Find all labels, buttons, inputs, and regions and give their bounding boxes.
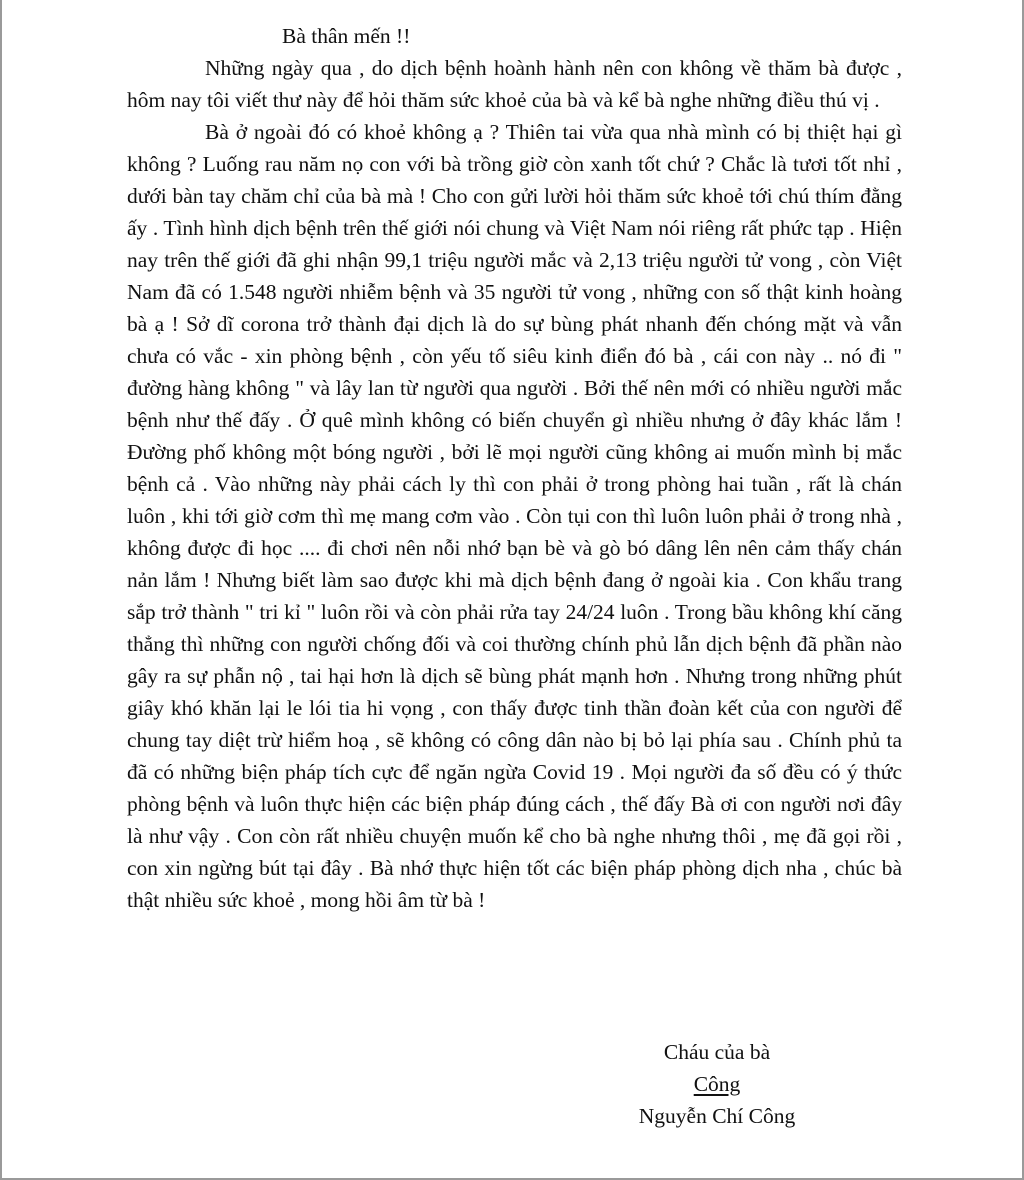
signature-block: [602, 1036, 832, 1132]
signature-signed-name: Công: [693, 1072, 741, 1096]
letter-body: [127, 20, 902, 916]
letter-paragraph-intro: Những ngày qua , do dịch bệnh hoành hành nên con không về thăm bà được , hôm nay tôi viết thư này để hỏi thăm sức khoẻ của bà và kể bà nghe những điều thú vị .: [127, 56, 902, 112]
signature-closing: Cháu của bà: [663, 1040, 771, 1064]
signature-full-name: Nguyễn Chí Công: [638, 1104, 796, 1128]
letter-greeting: Bà thân mến !!: [282, 24, 411, 48]
letter-paragraph-main: Bà ở ngoài đó có khoẻ không ạ ? Thiên tai vừa qua nhà mình có bị thiệt hại gì không ? Luống rau năm nọ con với bà trồng giờ còn xanh tốt chứ ? Chắc là tươi tốt nhỉ , dưới bàn tay chăm chỉ của bà mà ! Cho con gửi lười hỏi thăm sức khoẻ tới chú thím đằng ấy . Tình hình dịch bệnh trên thế giới nói chung và Việt Nam nói riêng rất phức tạp . Hiện nay trên thế giới đã ghi nhận 99,1 triệu người mắc và 2,13 triệu người tử vong , còn Việt Nam đã có 1.548 người nhiễm bệnh và 35 người tử vong , những con số thật kinh hoàng bà ạ ! Sở dĩ corona trở thành đại dịch là do sự bùng phát nhanh đến chóng mặt và vẫn chưa có vắc - xin phòng bệnh , còn yếu tố siêu kinh điển đó bà , cái con này .. nó đi " đường hàng không " và lây lan từ người qua người . Bởi thế nên mới có nhiều người mắc bệnh như thế đấy . Ở quê mình không có biến chuyển gì nhiều nhưng ở đây khác lắm ! Đường phố không một bóng người , bởi lẽ mọi người cũng không ai muốn mình bị mắc bệnh cả . Vào những này phải cách ly thì con phải ở trong phòng hai tuần , rất là chán luôn , khi tới giờ cơm thì mẹ mang cơm vào . Còn tụi con thì luôn luôn phải ở trong nhà , không được đi học .... đi chơi nên nỗi nhớ bạn bè và gò bó dâng lên nên cảm thấy chán nản lắm ! Nhưng biết làm sao được khi mà dịch bệnh đang ở ngoài kia . Con khẩu trang sắp trở thành " tri kỉ " luôn rồi và còn phải rửa tay 24/24 luôn . Trong bầu không khí căng thẳng thì những con người chống đối và coi thường chính phủ lẫn dịch bệnh đã phần nào gây ra sự phẫn nộ , tai hại hơn là dịch sẽ bùng phát mạnh hơn . Nhưng trong những phút giây khó khăn lại le lói tia hi vọng , con thấy được tinh thần đoàn kết của con người để chung tay diệt trừ hiểm hoạ , sẽ không có công dân nào bị bỏ lại phía sau . Chính phủ ta đã có những biện pháp tích cực để ngăn ngừa Covid 19 . Mọi người đa số đều có ý thức phòng bệnh và luôn thực hiện các biện pháp đúng cách , thế đấy Bà ơi con người nơi đây là như vậy . Con còn rất nhiều chuyện muốn kể cho bà nghe nhưng thôi , mẹ đã gọi rồi , con xin ngừng bút tại đây . Bà nhớ thực hiện tốt các biện pháp phòng dịch nha , chúc bà thật nhiều sức khoẻ , mong hồi âm từ bà !: [127, 120, 902, 912]
